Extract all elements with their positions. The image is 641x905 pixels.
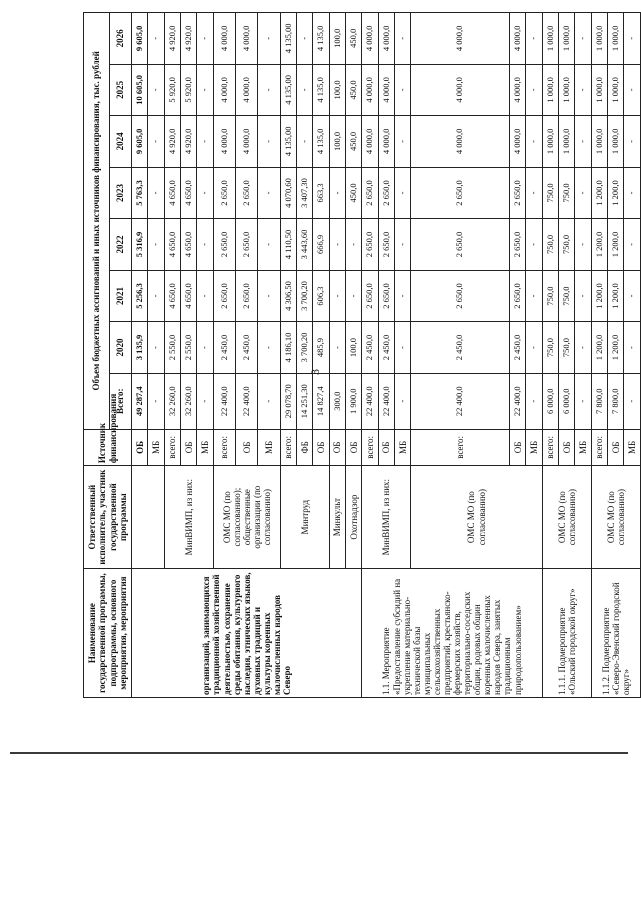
header-year: 2020: [110, 322, 132, 374]
value-cell: -: [575, 322, 591, 374]
value-cell: 14 251,30: [296, 373, 312, 429]
value-cell: 4 000,0: [378, 116, 394, 168]
header-year: 2024: [110, 116, 132, 168]
header-year: 2026: [110, 13, 132, 65]
value-cell: 1 000,0: [542, 116, 558, 168]
value-cell: -: [258, 219, 280, 271]
source-cell: ОБ: [346, 429, 362, 466]
value-cell: 2 650,0: [362, 167, 378, 219]
source-cell: ОБ: [236, 429, 258, 466]
value-cell: 1 200,0: [608, 270, 624, 322]
value-cell: 1 000,0: [608, 64, 624, 116]
header-program-name: Наименование государственной программы, подпрограммы, основного мероприятия, мероприятия: [84, 569, 132, 698]
source-cell: всего:: [362, 429, 378, 466]
value-cell: 750,0: [542, 219, 558, 271]
source-cell: всего:: [411, 429, 509, 466]
value-cell: 2 650,0: [509, 167, 525, 219]
value-cell: 4 135,0: [313, 13, 329, 65]
value-cell: -: [148, 322, 164, 374]
value-cell: -: [526, 167, 542, 219]
value-cell: 4 000,0: [411, 64, 509, 116]
value-cell: 22 400,0: [213, 373, 235, 429]
value-cell: -: [575, 373, 591, 429]
value-cell: -: [148, 64, 164, 116]
executor-cell: [132, 466, 165, 569]
value-cell: 100,0: [346, 322, 362, 374]
value-cell: -: [395, 64, 411, 116]
value-cell: 450,0: [346, 116, 362, 168]
value-cell: -: [258, 116, 280, 168]
source-cell: ОБ: [181, 429, 197, 466]
value-cell: 2 450,0: [411, 322, 509, 374]
measure-name-cell: 1.1. Мероприятие «Предоставление субсидий на укрепление материально-технической базы муниципальных сельскохозяйственных предприятий, крестьянско-фермерских хозяйств, территориально-соседских общин, родовых общин коренных малочисленных народов Севера, занятых традиционным природопользованием»: [362, 569, 542, 698]
executor-cell: Минтруд: [280, 466, 329, 569]
value-cell: 32 260,0: [164, 373, 180, 429]
table-row: [132, 13, 148, 698]
table-row: [362, 13, 378, 698]
header-total: Всего:: [110, 373, 132, 429]
executor-cell: Минкульт: [329, 466, 345, 569]
value-cell: 4 000,0: [362, 116, 378, 168]
value-cell: -: [258, 167, 280, 219]
value-cell: 2 650,0: [236, 270, 258, 322]
value-cell: 100,0: [329, 64, 345, 116]
source-cell: МБ: [258, 429, 280, 466]
header-source: Источник финансирования: [84, 429, 132, 466]
table-row: [591, 13, 607, 698]
value-cell: -: [197, 219, 213, 271]
value-cell: -: [624, 322, 641, 374]
value-cell: 1 200,0: [591, 167, 607, 219]
source-cell: МБ: [575, 429, 591, 466]
value-cell: -: [296, 13, 312, 65]
value-cell: -: [575, 219, 591, 271]
value-cell: 1 200,0: [608, 167, 624, 219]
value-cell: 1 200,0: [608, 322, 624, 374]
value-cell: 450,0: [346, 64, 362, 116]
table-row: [542, 13, 558, 698]
value-cell: -: [258, 64, 280, 116]
source-cell: всего:: [213, 429, 235, 466]
value-cell: 1 000,0: [591, 116, 607, 168]
value-cell: -: [624, 219, 641, 271]
value-cell: 1 000,0: [542, 13, 558, 65]
value-cell: -: [624, 270, 641, 322]
value-cell: -: [148, 13, 164, 65]
value-cell: 3 700,20: [296, 322, 312, 374]
value-cell: 2 450,0: [236, 322, 258, 374]
value-cell: 2 650,0: [236, 167, 258, 219]
value-cell: -: [197, 270, 213, 322]
value-cell: 450,0: [346, 167, 362, 219]
value-cell: -: [526, 116, 542, 168]
value-cell: 4 650,0: [181, 270, 197, 322]
header-executor: Ответственный исполнитель, участник государственной программы: [84, 466, 132, 569]
executor-cell: ОМС МО (по согласованию); общественные организации (по согласованию): [213, 466, 280, 569]
value-cell: 663,3: [313, 167, 329, 219]
value-cell: 2 450,0: [509, 322, 525, 374]
source-cell: ОБ: [313, 429, 329, 466]
value-cell: -: [296, 116, 312, 168]
header-year: 2025: [110, 64, 132, 116]
value-cell: 3 407,30: [296, 167, 312, 219]
value-cell: 450,0: [346, 13, 362, 65]
source-cell: МБ: [197, 429, 213, 466]
value-cell: -: [197, 13, 213, 65]
value-cell: 29 078,70: [280, 373, 296, 429]
value-cell: 1 200,0: [608, 219, 624, 271]
value-cell: 4 135,0: [313, 64, 329, 116]
source-cell: МБ: [624, 429, 641, 466]
value-cell: 4 135,0: [313, 116, 329, 168]
value-cell: 4 920,0: [181, 116, 197, 168]
value-cell: 2 650,0: [411, 167, 509, 219]
value-cell: 4 650,0: [181, 167, 197, 219]
value-cell: 4 070,60: [280, 167, 296, 219]
value-cell: -: [624, 13, 641, 65]
rotated-table-container: [83, 12, 641, 698]
value-cell: 750,0: [542, 167, 558, 219]
value-cell: 1 000,0: [559, 13, 575, 65]
value-cell: 100,0: [329, 116, 345, 168]
value-cell: 2 650,0: [411, 219, 509, 271]
value-cell: 4 000,0: [411, 13, 509, 65]
value-cell: 1 000,0: [591, 64, 607, 116]
value-cell: 2 650,0: [213, 219, 235, 271]
value-cell: 32 260,0: [181, 373, 197, 429]
value-cell: 22 400,0: [411, 373, 509, 429]
value-cell: -: [346, 219, 362, 271]
value-cell: 750,0: [542, 322, 558, 374]
value-cell: -: [624, 64, 641, 116]
program-name-cell: организаций, занимающихся традиционной хозяйственной деятельностью, сохранение среды обитания, культурного наследия, этнических языков, духовных традиций и культуры коренных малочисленных народов Северо: [132, 569, 362, 698]
value-cell: -: [148, 116, 164, 168]
source-cell: всего:: [280, 429, 296, 466]
value-cell: 1 000,0: [608, 116, 624, 168]
value-cell: 1 200,0: [591, 219, 607, 271]
source-cell: МБ: [148, 429, 164, 466]
value-cell: 2 550,0: [164, 322, 180, 374]
value-cell: 5 256,3: [132, 270, 148, 322]
value-cell: 4 650,0: [164, 219, 180, 271]
value-cell: 485,9: [313, 322, 329, 374]
value-cell: -: [575, 64, 591, 116]
value-cell: 5 920,0: [181, 64, 197, 116]
value-cell: 2 650,0: [509, 219, 525, 271]
value-cell: -: [258, 322, 280, 374]
header-year: 2023: [110, 167, 132, 219]
value-cell: 4 000,0: [213, 116, 235, 168]
value-cell: 4 000,0: [362, 13, 378, 65]
value-cell: -: [526, 13, 542, 65]
value-cell: 5 920,0: [164, 64, 180, 116]
value-cell: 5 316,9: [132, 219, 148, 271]
source-cell: ФБ: [296, 429, 312, 466]
value-cell: 1 900,0: [346, 373, 362, 429]
value-cell: 4 920,0: [181, 13, 197, 65]
value-cell: -: [197, 64, 213, 116]
value-cell: 1 000,0: [559, 116, 575, 168]
source-cell: всего:: [542, 429, 558, 466]
value-cell: -: [526, 373, 542, 429]
value-cell: -: [395, 270, 411, 322]
value-cell: 2 650,0: [236, 219, 258, 271]
source-cell: ОБ: [132, 429, 148, 466]
value-cell: 750,0: [559, 219, 575, 271]
value-cell: 2 650,0: [378, 167, 394, 219]
budget-table: [83, 12, 641, 698]
value-cell: -: [575, 13, 591, 65]
value-cell: 1 000,0: [608, 13, 624, 65]
value-cell: -: [395, 116, 411, 168]
scan-edge-line: [10, 752, 628, 754]
source-cell: МБ: [526, 429, 542, 466]
source-cell: МБ: [395, 429, 411, 466]
value-cell: -: [197, 373, 213, 429]
value-cell: 4 000,0: [378, 64, 394, 116]
value-cell: -: [395, 219, 411, 271]
value-cell: -: [395, 13, 411, 65]
value-cell: -: [197, 322, 213, 374]
value-cell: -: [395, 167, 411, 219]
value-cell: 1 200,0: [591, 322, 607, 374]
value-cell: 4 110,50: [280, 219, 296, 271]
value-cell: 4 000,0: [509, 64, 525, 116]
source-cell: ОБ: [509, 429, 525, 466]
value-cell: 4 135,00: [280, 64, 296, 116]
value-cell: 7 800,0: [591, 373, 607, 429]
value-cell: -: [346, 270, 362, 322]
value-cell: -: [575, 116, 591, 168]
value-cell: -: [148, 270, 164, 322]
value-cell: -: [296, 64, 312, 116]
value-cell: 2 650,0: [362, 270, 378, 322]
submeasure-name-cell: 1.1.1. Подмероприятие «Ольский городской округ»: [542, 569, 591, 698]
source-cell: ОБ: [608, 429, 624, 466]
source-cell: ОБ: [378, 429, 394, 466]
source-cell: ОБ: [559, 429, 575, 466]
value-cell: 3 135,9: [132, 322, 148, 374]
value-cell: 750,0: [559, 270, 575, 322]
value-cell: 22 400,0: [378, 373, 394, 429]
value-cell: 2 550,0: [181, 322, 197, 374]
value-cell: 2 650,0: [362, 219, 378, 271]
value-cell: 4 650,0: [164, 167, 180, 219]
value-cell: -: [624, 167, 641, 219]
value-cell: -: [526, 219, 542, 271]
value-cell: 2 650,0: [378, 219, 394, 271]
value-cell: -: [624, 116, 641, 168]
value-cell: 4 135,00: [280, 13, 296, 65]
value-cell: -: [329, 322, 345, 374]
executor-cell: МинВИМП, из них:: [164, 466, 213, 569]
value-cell: 2 450,0: [213, 322, 235, 374]
value-cell: 4 650,0: [164, 270, 180, 322]
value-cell: -: [329, 167, 345, 219]
value-cell: -: [258, 270, 280, 322]
value-cell: 4 000,0: [213, 13, 235, 65]
value-cell: 22 400,0: [362, 373, 378, 429]
value-cell: -: [148, 219, 164, 271]
value-cell: 4 000,0: [411, 116, 509, 168]
value-cell: -: [329, 270, 345, 322]
value-cell: 22 400,0: [509, 373, 525, 429]
value-cell: -: [148, 373, 164, 429]
value-cell: -: [197, 116, 213, 168]
header-funding-group: Объем бюджетных ассигнований и иных источников финансирования, тыс. рублей: [84, 13, 110, 430]
value-cell: -: [624, 373, 641, 429]
value-cell: 6 000,0: [559, 373, 575, 429]
value-cell: -: [575, 270, 591, 322]
value-cell: 10 605,0: [132, 64, 148, 116]
value-cell: 4 000,0: [236, 64, 258, 116]
value-cell: 7 800,0: [608, 373, 624, 429]
header-year: 2021: [110, 270, 132, 322]
value-cell: 4 000,0: [378, 13, 394, 65]
value-cell: 49 287,4: [132, 373, 148, 429]
value-cell: 750,0: [559, 167, 575, 219]
value-cell: -: [329, 219, 345, 271]
header-year: 2022: [110, 219, 132, 271]
value-cell: 606,3: [313, 270, 329, 322]
value-cell: 2 650,0: [411, 270, 509, 322]
executor-cell: МинВИМП, из них:: [362, 466, 411, 569]
value-cell: 3 700,20: [296, 270, 312, 322]
value-cell: -: [258, 373, 280, 429]
value-cell: 1 200,0: [591, 270, 607, 322]
page-number: 3: [308, 369, 322, 375]
value-cell: -: [395, 322, 411, 374]
value-cell: 4 000,0: [236, 116, 258, 168]
value-cell: 9 605,0: [132, 116, 148, 168]
value-cell: 4 135,00: [280, 116, 296, 168]
value-cell: 1 000,0: [542, 64, 558, 116]
value-cell: 300,0: [329, 373, 345, 429]
value-cell: 4 920,0: [164, 13, 180, 65]
value-cell: -: [526, 64, 542, 116]
value-cell: 2 650,0: [378, 270, 394, 322]
value-cell: 1 000,0: [591, 13, 607, 65]
value-cell: 100,0: [329, 13, 345, 65]
value-cell: -: [526, 270, 542, 322]
value-cell: 4 650,0: [181, 219, 197, 271]
value-cell: 14 827,4: [313, 373, 329, 429]
value-cell: 4 000,0: [213, 64, 235, 116]
value-cell: -: [395, 373, 411, 429]
executor-cell: ОМС МО (по согласованию): [411, 466, 542, 569]
value-cell: -: [575, 167, 591, 219]
value-cell: -: [258, 13, 280, 65]
value-cell: -: [197, 167, 213, 219]
value-cell: 2 450,0: [378, 322, 394, 374]
executor-cell: ОМС МО (по согласованию): [542, 466, 591, 569]
source-cell: всего:: [591, 429, 607, 466]
value-cell: 2 450,0: [362, 322, 378, 374]
source-cell: ОБ: [329, 429, 345, 466]
value-cell: 6 000,0: [542, 373, 558, 429]
value-cell: 5 763,3: [132, 167, 148, 219]
value-cell: 750,0: [542, 270, 558, 322]
value-cell: 4 000,0: [509, 13, 525, 65]
value-cell: 4 306,50: [280, 270, 296, 322]
submeasure-name-cell: 1.1.2. Подмероприятие «Северо-Эвенский городской округ»: [591, 569, 640, 698]
value-cell: 4 000,0: [236, 13, 258, 65]
value-cell: 4 920,0: [164, 116, 180, 168]
value-cell: 9 605,0: [132, 13, 148, 65]
value-cell: 2 650,0: [509, 270, 525, 322]
value-cell: 3 443,60: [296, 219, 312, 271]
executor-cell: ОМС МО (по согласованию): [591, 466, 640, 569]
value-cell: 666,9: [313, 219, 329, 271]
value-cell: 750,0: [559, 322, 575, 374]
value-cell: -: [148, 167, 164, 219]
executor-cell: Охотнадзор: [346, 466, 362, 569]
value-cell: -: [526, 322, 542, 374]
value-cell: 1 000,0: [559, 64, 575, 116]
value-cell: 4 000,0: [362, 64, 378, 116]
value-cell: 2 650,0: [213, 167, 235, 219]
value-cell: 2 650,0: [213, 270, 235, 322]
value-cell: 22 400,0: [236, 373, 258, 429]
value-cell: 4 000,0: [509, 116, 525, 168]
source-cell: всего:: [164, 429, 180, 466]
value-cell: 4 186,10: [280, 322, 296, 374]
